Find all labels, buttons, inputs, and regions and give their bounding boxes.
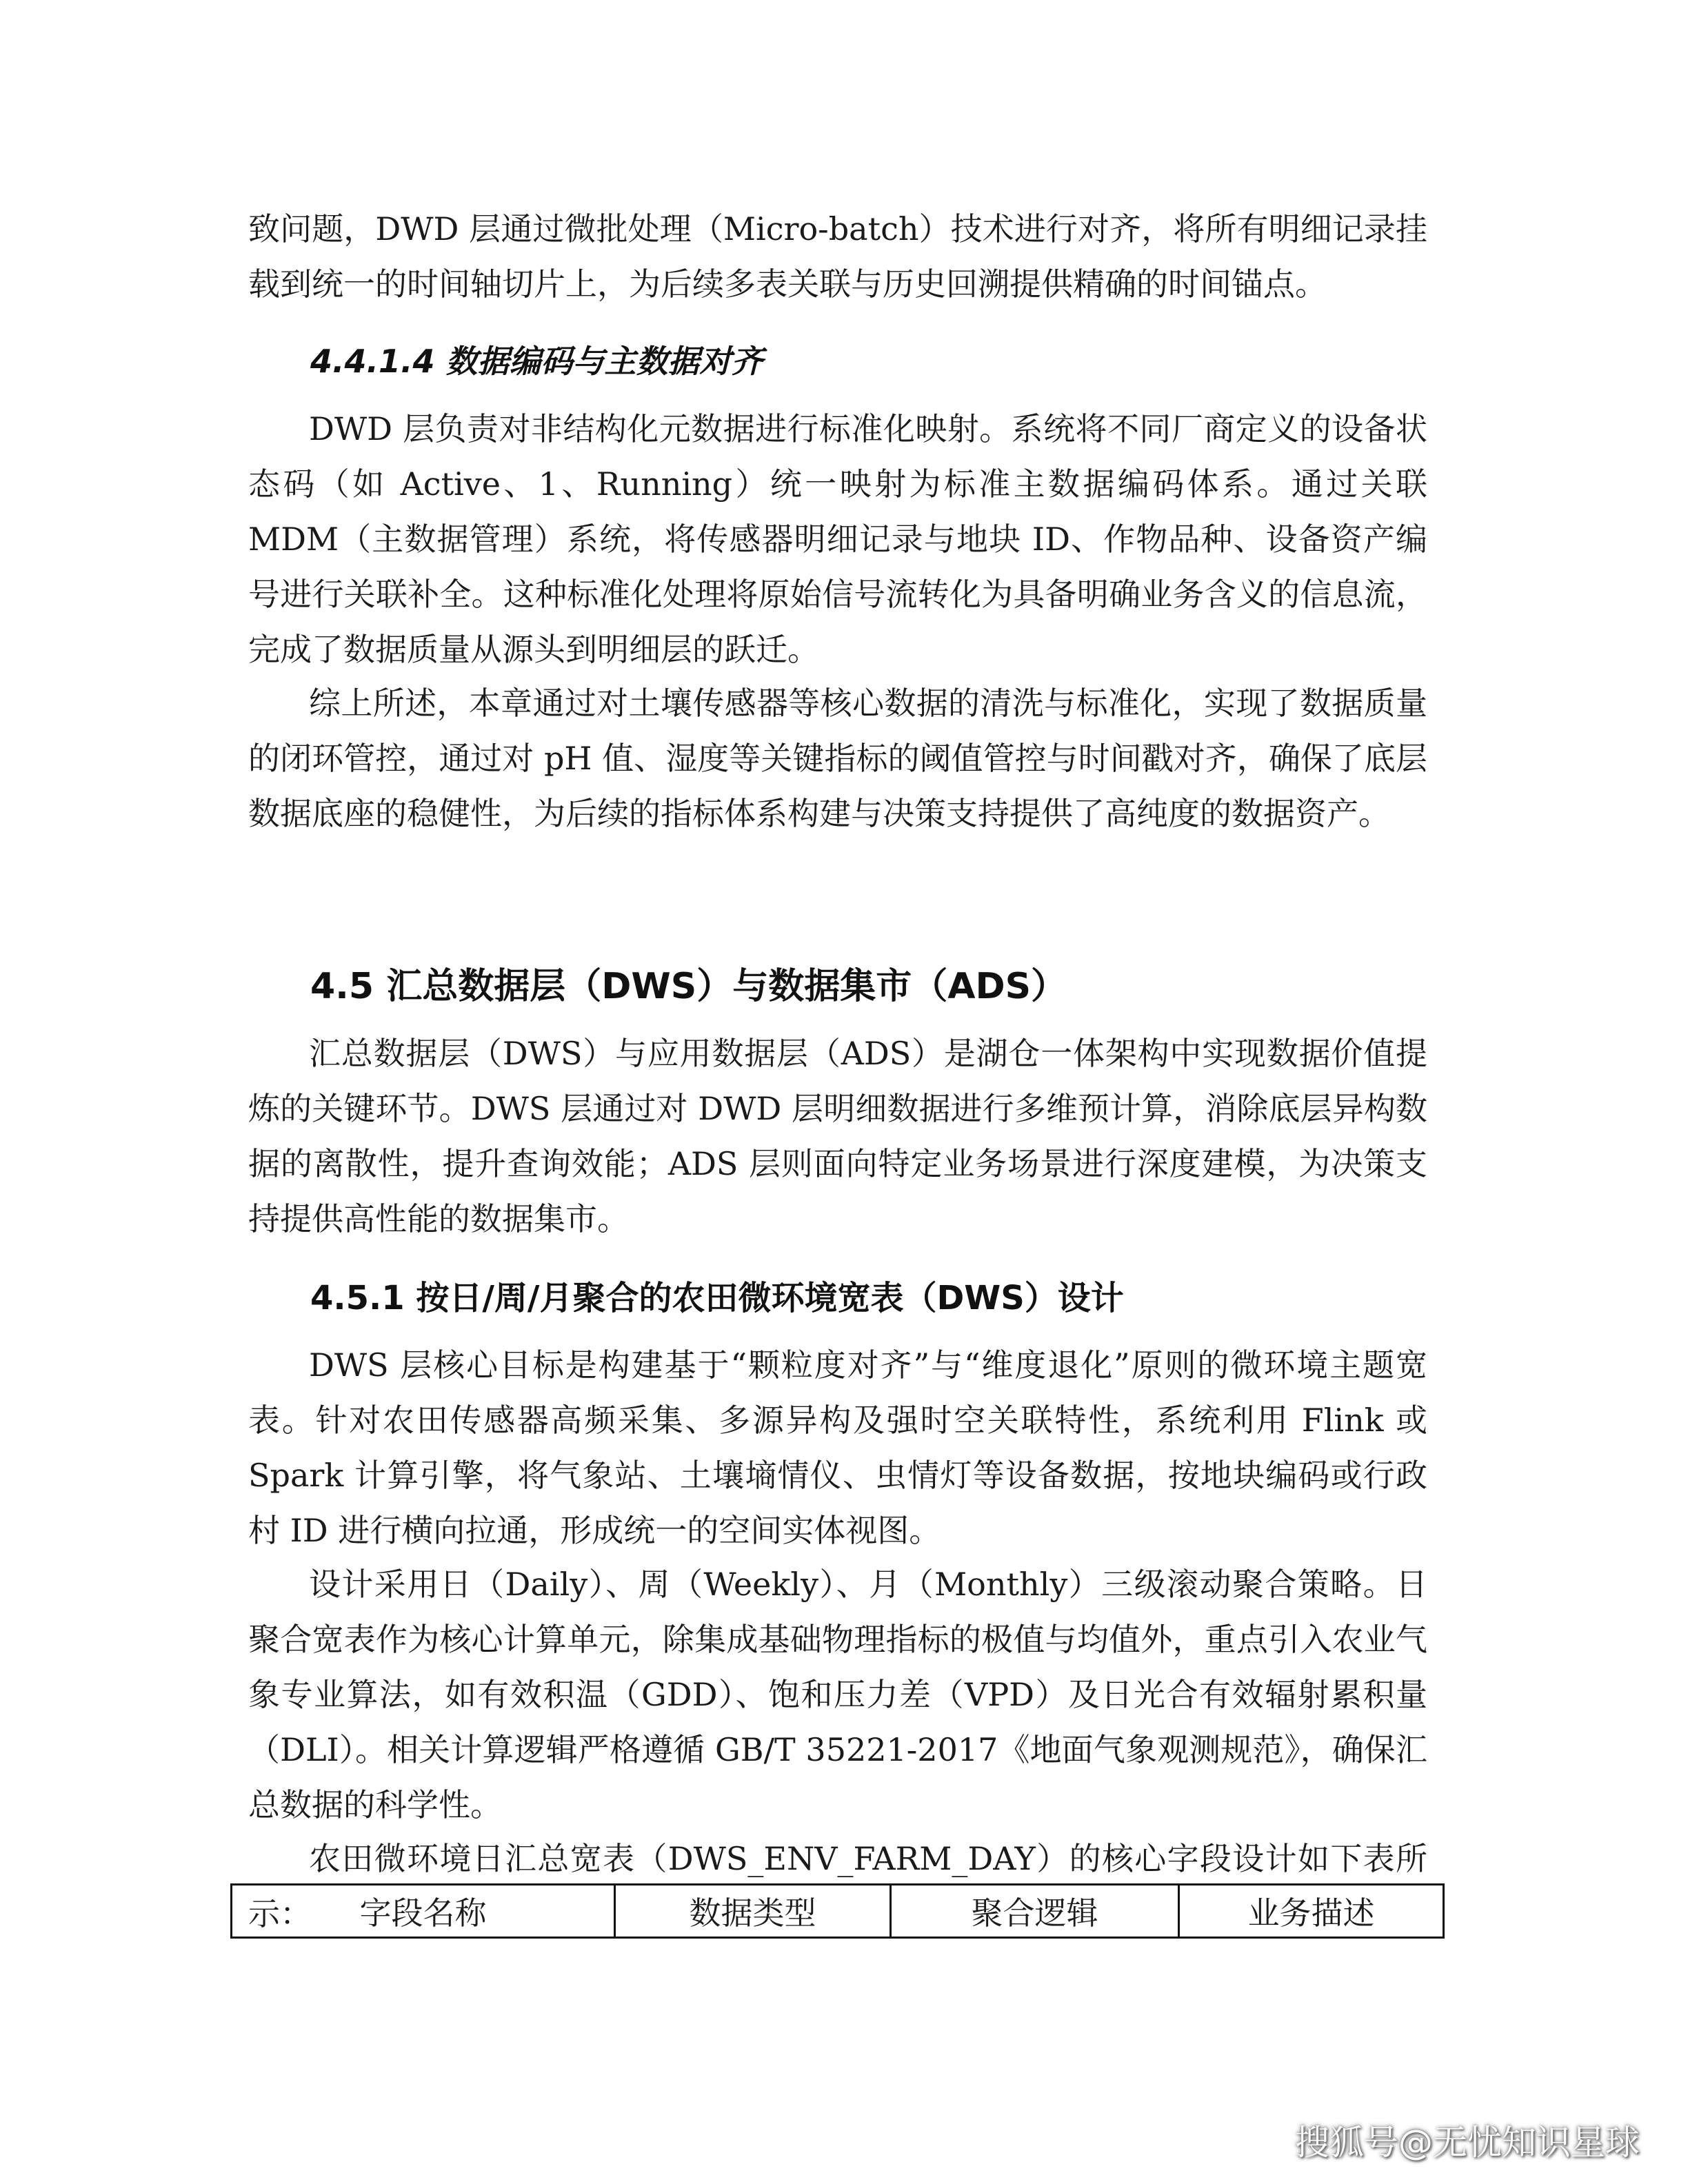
column-header-field-name: 字段名称	[232, 1885, 615, 1938]
paragraph-table-intro: 农田微环境日汇总宽表（DWS_ENV_FARM_DAY）的核心字段设计如下表所示：	[248, 1840, 1427, 1932]
paragraph-dws-ads-intro: 汇总数据层（DWS）与应用数据层（ADS）是湖仓一体架构中实现数据价值提炼的关键环节。DWS 层通过对 DWD 层明细数据进行多维预计算，消除底层异构数据的离散性，提升查询效能；ADS 层则面向特定业务场景进行深度建模，为决策支持提供高性能的数据集市。	[248, 1035, 1427, 1237]
column-header-business-description: 业务描述	[1179, 1885, 1444, 1938]
watermark: 搜狐号@无忧知识星球	[1295, 2123, 1640, 2163]
column-header-data-type: 数据类型	[615, 1885, 891, 1938]
heading-4-5: 4.5 汇总数据层（DWS）与数据集市（ADS）	[310, 966, 1067, 1007]
paragraph-dws-goal: DWS 层核心目标是构建基于“颗粒度对齐”与“维度退化”原则的微环境主题宽表。针对农田传感器高频采集、多源异构及强时空关联特性，系统利用 Flink 或 Spark 计算引擎，将气象站、土壤墒情仪、虫情灯等设备数据，按地块编码或行政村 ID 进行横向拉通，形成统一的空间实体视图。	[248, 1346, 1427, 1549]
field-design-table	[230, 1883, 1445, 1939]
heading-4-4-1-4: 4.4.1.4 数据编码与主数据对齐	[310, 343, 763, 380]
heading-4-5-1: 4.5.1 按日/周/月聚合的农田微环境宽表（DWS）设计	[310, 1279, 1124, 1317]
paragraph-chapter-summary: 综上所述，本章通过对土壤传感器等核心数据的清洗与标准化，实现了数据质量的闭环管控，通过对 pH 值、湿度等关键指标的阈值管控与时间戳对齐，确保了底层数据底座的稳健性，为后续的指标体系构建与决策支持提供了高纯度的数据资产。	[248, 685, 1427, 832]
table-header-row	[232, 1885, 1444, 1938]
paragraph-continuation: 致问题，DWD 层通过微批处理（Micro-batch）技术进行对齐，将所有明细记录挂载到统一的时间轴切片上，为后续多表关联与历史回溯提供精确的时间锚点。	[248, 210, 1427, 303]
paragraph-aggregation-strategy: 设计采用日（Daily）、周（Weekly）、月（Monthly）三级滚动聚合策略。日聚合宽表作为核心计算单元，除集成基础物理指标的极值与均值外，重点引入农业气象专业算法，如有效积温（GDD）、饱和压力差（VPD）及日光合有效辐射累积量（DLI）。相关计算逻辑严格遵循 GB/T 35221-2017《地面气象观测规范》，确保汇总数据的科学性。	[248, 1566, 1427, 1823]
column-header-aggregation-logic: 聚合逻辑	[891, 1885, 1179, 1938]
paragraph-data-encoding: DWD 层负责对非结构化元数据进行标准化映射。系统将不同厂商定义的设备状态码（如 Active、1、Running）统一映射为标准主数据编码体系。通过关联 MDM（主数据管理）系统，将传感器明细记录与地块 ID、作物品种、设备资产编号进行关联补全。这种标准化处理将原始信号流转化为具备明确业务含义的信息流，完成了数据质量从源头到明细层的跃迁。	[248, 410, 1427, 668]
